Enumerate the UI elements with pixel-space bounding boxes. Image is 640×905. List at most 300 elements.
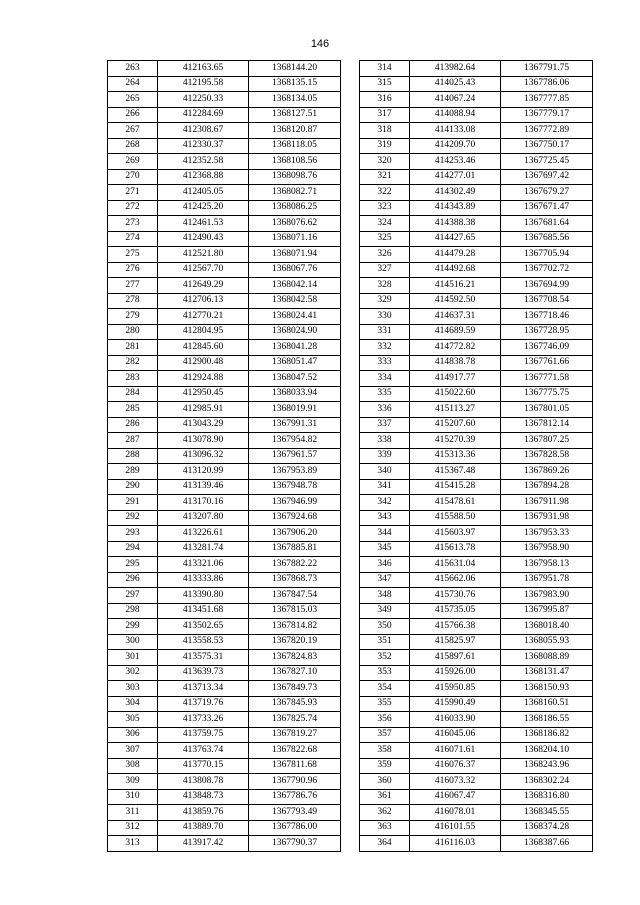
y-coordinate-cell: 1368150.93	[501, 681, 593, 697]
point-number-cell: 326	[360, 247, 410, 263]
y-coordinate-cell: 1368186.82	[501, 727, 593, 743]
x-coordinate-cell: 414025.43	[410, 76, 501, 92]
x-coordinate-cell: 413759.75	[158, 727, 249, 743]
x-coordinate-cell: 416073.32	[410, 774, 501, 790]
x-coordinate-cell: 413848.73	[158, 789, 249, 805]
table-row	[360, 231, 593, 247]
table-row	[360, 293, 593, 309]
x-coordinate-cell: 413889.70	[158, 820, 249, 836]
x-coordinate-cell: 413096.32	[158, 448, 249, 464]
x-coordinate-cell: 413558.53	[158, 634, 249, 650]
y-coordinate-cell: 1368243.96	[501, 758, 593, 774]
x-coordinate-cell: 413207.80	[158, 510, 249, 526]
x-coordinate-cell: 414838.78	[410, 355, 501, 371]
point-number-cell: 319	[360, 138, 410, 154]
x-coordinate-cell: 412490.43	[158, 231, 249, 247]
y-coordinate-cell: 1367708.54	[501, 293, 593, 309]
x-coordinate-cell: 414277.01	[410, 169, 501, 185]
y-coordinate-cell: 1368071.94	[249, 247, 341, 263]
x-coordinate-cell: 412368.88	[158, 169, 249, 185]
x-coordinate-cell: 412567.70	[158, 262, 249, 278]
x-coordinate-cell: 412405.05	[158, 185, 249, 201]
x-coordinate-cell: 413763.74	[158, 743, 249, 759]
point-number-cell: 356	[360, 712, 410, 728]
y-coordinate-cell: 1367771.58	[501, 371, 593, 387]
point-number-cell: 347	[360, 572, 410, 588]
table-row	[108, 61, 341, 77]
y-coordinate-cell: 1368071.16	[249, 231, 341, 247]
x-coordinate-cell: 413733.26	[158, 712, 249, 728]
point-number-cell: 352	[360, 650, 410, 666]
table-row	[108, 123, 341, 139]
y-coordinate-cell: 1367750.17	[501, 138, 593, 154]
table-row	[108, 154, 341, 170]
x-coordinate-cell: 412770.21	[158, 309, 249, 325]
point-number-cell: 285	[108, 402, 158, 418]
y-coordinate-cell: 1367954.82	[249, 433, 341, 449]
table-row	[360, 712, 593, 728]
x-coordinate-cell: 415766.38	[410, 619, 501, 635]
x-coordinate-cell: 414772.82	[410, 340, 501, 356]
y-coordinate-cell: 1367779.17	[501, 107, 593, 123]
point-number-cell: 327	[360, 262, 410, 278]
x-coordinate-cell: 412706.13	[158, 293, 249, 309]
x-coordinate-cell: 414592.50	[410, 293, 501, 309]
x-coordinate-cell: 413859.76	[158, 805, 249, 821]
table-row	[108, 169, 341, 185]
point-number-cell: 332	[360, 340, 410, 356]
x-coordinate-cell: 412461.53	[158, 216, 249, 232]
table-row	[108, 107, 341, 123]
table-row	[108, 216, 341, 232]
table-row	[360, 820, 593, 836]
table-row	[108, 371, 341, 387]
table-row	[360, 665, 593, 681]
y-coordinate-cell: 1368131.47	[501, 665, 593, 681]
point-number-cell: 334	[360, 371, 410, 387]
y-coordinate-cell: 1368186.55	[501, 712, 593, 728]
table-row	[108, 495, 341, 511]
x-coordinate-cell: 416045.06	[410, 727, 501, 743]
table-row	[360, 76, 593, 92]
x-coordinate-cell: 415022.60	[410, 386, 501, 402]
point-number-cell: 342	[360, 495, 410, 511]
x-coordinate-cell: 415478.61	[410, 495, 501, 511]
table-row	[108, 588, 341, 604]
point-number-cell: 298	[108, 603, 158, 619]
table-row	[360, 185, 593, 201]
y-coordinate-cell: 1368088.89	[501, 650, 593, 666]
y-coordinate-cell: 1367761.66	[501, 355, 593, 371]
table-row	[360, 402, 593, 418]
table-row	[108, 402, 341, 418]
x-coordinate-cell: 415990.49	[410, 696, 501, 712]
table-row	[360, 371, 593, 387]
x-coordinate-cell: 414253.46	[410, 154, 501, 170]
x-coordinate-cell: 412924.88	[158, 371, 249, 387]
point-number-cell: 281	[108, 340, 158, 356]
point-number-cell: 308	[108, 758, 158, 774]
table-row	[360, 324, 593, 340]
x-coordinate-cell: 416076.37	[410, 758, 501, 774]
y-coordinate-cell: 1368047.52	[249, 371, 341, 387]
x-coordinate-cell: 412900.48	[158, 355, 249, 371]
x-coordinate-cell: 413333.86	[158, 572, 249, 588]
x-coordinate-cell: 416078.01	[410, 805, 501, 821]
point-number-cell: 328	[360, 278, 410, 294]
table-row	[360, 572, 593, 588]
y-coordinate-cell: 1368118.05	[249, 138, 341, 154]
y-coordinate-cell: 1367845.93	[249, 696, 341, 712]
y-coordinate-cell: 1367786.00	[249, 820, 341, 836]
y-coordinate-cell: 1368345.55	[501, 805, 593, 821]
table-row	[108, 727, 341, 743]
point-number-cell: 331	[360, 324, 410, 340]
x-coordinate-cell: 415950.85	[410, 681, 501, 697]
table-row	[360, 774, 593, 790]
table-row	[360, 495, 593, 511]
x-coordinate-cell: 415662.06	[410, 572, 501, 588]
x-coordinate-cell: 413982.64	[410, 61, 501, 77]
point-number-cell: 362	[360, 805, 410, 821]
x-coordinate-cell: 412804.95	[158, 324, 249, 340]
point-number-cell: 349	[360, 603, 410, 619]
y-coordinate-cell: 1367786.76	[249, 789, 341, 805]
x-coordinate-cell: 415926.00	[410, 665, 501, 681]
table-row	[360, 448, 593, 464]
point-number-cell: 304	[108, 696, 158, 712]
y-coordinate-cell: 1367801.05	[501, 402, 593, 418]
table-row	[108, 572, 341, 588]
x-coordinate-cell: 412950.45	[158, 386, 249, 402]
point-number-cell: 351	[360, 634, 410, 650]
y-coordinate-cell: 1367793.49	[249, 805, 341, 821]
point-number-cell: 272	[108, 200, 158, 216]
y-coordinate-cell: 1368135.15	[249, 76, 341, 92]
y-coordinate-cell: 1367725.45	[501, 154, 593, 170]
table-row	[360, 386, 593, 402]
x-coordinate-cell: 412521.80	[158, 247, 249, 263]
point-number-cell: 330	[360, 309, 410, 325]
y-coordinate-cell: 1367819.27	[249, 727, 341, 743]
table-row	[108, 510, 341, 526]
table-row	[108, 650, 341, 666]
point-number-cell: 294	[108, 541, 158, 557]
y-coordinate-cell: 1367958.13	[501, 557, 593, 573]
point-number-cell: 316	[360, 92, 410, 108]
y-coordinate-cell: 1367671.47	[501, 200, 593, 216]
table-row	[108, 758, 341, 774]
y-coordinate-cell: 1367685.56	[501, 231, 593, 247]
y-coordinate-cell: 1367697.42	[501, 169, 593, 185]
x-coordinate-cell: 415603.97	[410, 526, 501, 542]
table-row	[360, 588, 593, 604]
y-coordinate-cell: 1367924.68	[249, 510, 341, 526]
y-coordinate-cell: 1367681.64	[501, 216, 593, 232]
point-number-cell: 353	[360, 665, 410, 681]
table-row	[360, 417, 593, 433]
table-row	[108, 603, 341, 619]
table-row	[360, 154, 593, 170]
table-row	[360, 169, 593, 185]
table-row	[108, 479, 341, 495]
point-number-cell: 313	[108, 836, 158, 852]
y-coordinate-cell: 1368302.24	[501, 774, 593, 790]
y-coordinate-cell: 1367825.74	[249, 712, 341, 728]
x-coordinate-cell: 415730.76	[410, 588, 501, 604]
point-number-cell: 359	[360, 758, 410, 774]
table-row	[108, 293, 341, 309]
y-coordinate-cell: 1367820.19	[249, 634, 341, 650]
y-coordinate-cell: 1367931.98	[501, 510, 593, 526]
y-coordinate-cell: 1367790.96	[249, 774, 341, 790]
table-row	[360, 278, 593, 294]
point-number-cell: 335	[360, 386, 410, 402]
x-coordinate-cell: 413170.16	[158, 495, 249, 511]
table-row	[360, 603, 593, 619]
table-row	[360, 634, 593, 650]
point-number-cell: 348	[360, 588, 410, 604]
point-number-cell: 315	[360, 76, 410, 92]
table-row	[108, 789, 341, 805]
x-coordinate-cell: 412250.33	[158, 92, 249, 108]
y-coordinate-cell: 1367824.83	[249, 650, 341, 666]
table-row	[108, 712, 341, 728]
point-number-cell: 302	[108, 665, 158, 681]
y-coordinate-cell: 1367718.46	[501, 309, 593, 325]
point-number-cell: 263	[108, 61, 158, 77]
y-coordinate-cell: 1367948.78	[249, 479, 341, 495]
table-row	[108, 200, 341, 216]
x-coordinate-cell: 416101.55	[410, 820, 501, 836]
x-coordinate-cell: 414917.77	[410, 371, 501, 387]
table-row	[360, 340, 593, 356]
x-coordinate-cell: 412308.67	[158, 123, 249, 139]
table-row	[108, 665, 341, 681]
point-number-cell: 276	[108, 262, 158, 278]
x-coordinate-cell: 412425.20	[158, 200, 249, 216]
x-coordinate-cell: 413226.61	[158, 526, 249, 542]
y-coordinate-cell: 1368098.76	[249, 169, 341, 185]
point-number-cell: 300	[108, 634, 158, 650]
point-number-cell: 311	[108, 805, 158, 821]
point-number-cell: 358	[360, 743, 410, 759]
table-row	[360, 650, 593, 666]
y-coordinate-cell: 1368316.80	[501, 789, 593, 805]
y-coordinate-cell: 1368160.51	[501, 696, 593, 712]
y-coordinate-cell: 1367775.75	[501, 386, 593, 402]
table-row	[108, 448, 341, 464]
coordinates-table-left	[107, 60, 341, 852]
table-row	[108, 836, 341, 852]
y-coordinate-cell: 1368374.28	[501, 820, 593, 836]
point-number-cell: 312	[108, 820, 158, 836]
point-number-cell: 277	[108, 278, 158, 294]
y-coordinate-cell: 1367746.09	[501, 340, 593, 356]
table-row	[108, 634, 341, 650]
point-number-cell: 310	[108, 789, 158, 805]
table-row	[360, 262, 593, 278]
point-number-cell: 357	[360, 727, 410, 743]
point-number-cell: 346	[360, 557, 410, 573]
y-coordinate-cell: 1367991.31	[249, 417, 341, 433]
x-coordinate-cell: 414343.89	[410, 200, 501, 216]
x-coordinate-cell: 413120.99	[158, 464, 249, 480]
table-row	[360, 138, 593, 154]
point-number-cell: 317	[360, 107, 410, 123]
x-coordinate-cell: 414209.70	[410, 138, 501, 154]
table-row	[108, 464, 341, 480]
y-coordinate-cell: 1368051.47	[249, 355, 341, 371]
table-row	[108, 355, 341, 371]
x-coordinate-cell: 413281.74	[158, 541, 249, 557]
table-row	[360, 61, 593, 77]
x-coordinate-cell: 413770.15	[158, 758, 249, 774]
table-row	[360, 696, 593, 712]
x-coordinate-cell: 416033.90	[410, 712, 501, 728]
y-coordinate-cell: 1367815.03	[249, 603, 341, 619]
point-number-cell: 279	[108, 309, 158, 325]
x-coordinate-cell: 412845.60	[158, 340, 249, 356]
y-coordinate-cell: 1367946.99	[249, 495, 341, 511]
point-number-cell: 309	[108, 774, 158, 790]
table-row	[108, 185, 341, 201]
table-row	[108, 696, 341, 712]
y-coordinate-cell: 1367906.20	[249, 526, 341, 542]
y-coordinate-cell: 1368055.93	[501, 634, 593, 650]
y-coordinate-cell: 1367811.68	[249, 758, 341, 774]
point-number-cell: 295	[108, 557, 158, 573]
point-number-cell: 275	[108, 247, 158, 263]
x-coordinate-cell: 413078.90	[158, 433, 249, 449]
x-coordinate-cell: 414479.28	[410, 247, 501, 263]
x-coordinate-cell: 413321.06	[158, 557, 249, 573]
point-number-cell: 284	[108, 386, 158, 402]
table-row	[360, 805, 593, 821]
point-number-cell: 269	[108, 154, 158, 170]
y-coordinate-cell: 1367983.90	[501, 588, 593, 604]
y-coordinate-cell: 1367885.81	[249, 541, 341, 557]
y-coordinate-cell: 1367777.85	[501, 92, 593, 108]
point-number-cell: 337	[360, 417, 410, 433]
x-coordinate-cell: 412195.58	[158, 76, 249, 92]
x-coordinate-cell: 414388.38	[410, 216, 501, 232]
point-number-cell: 354	[360, 681, 410, 697]
x-coordinate-cell: 414088.94	[410, 107, 501, 123]
y-coordinate-cell: 1367705.94	[501, 247, 593, 263]
table-row	[108, 526, 341, 542]
y-coordinate-cell: 1368042.14	[249, 278, 341, 294]
point-number-cell: 360	[360, 774, 410, 790]
y-coordinate-cell: 1368024.90	[249, 324, 341, 340]
x-coordinate-cell: 413390.80	[158, 588, 249, 604]
point-number-cell: 341	[360, 479, 410, 495]
x-coordinate-cell: 415825.97	[410, 634, 501, 650]
point-number-cell: 305	[108, 712, 158, 728]
table-row	[360, 681, 593, 697]
table-row	[108, 138, 341, 154]
x-coordinate-cell: 413917.42	[158, 836, 249, 852]
y-coordinate-cell: 1367728.95	[501, 324, 593, 340]
x-coordinate-cell: 415367.48	[410, 464, 501, 480]
point-number-cell: 339	[360, 448, 410, 464]
table-row	[108, 557, 341, 573]
point-number-cell: 338	[360, 433, 410, 449]
x-coordinate-cell: 413713.34	[158, 681, 249, 697]
x-coordinate-cell: 412985.91	[158, 402, 249, 418]
point-number-cell: 340	[360, 464, 410, 480]
y-coordinate-cell: 1367772.89	[501, 123, 593, 139]
table-row	[360, 123, 593, 139]
table-row	[108, 340, 341, 356]
x-coordinate-cell: 416116.03	[410, 836, 501, 852]
point-number-cell: 288	[108, 448, 158, 464]
coordinates-table-left-body	[108, 61, 341, 852]
x-coordinate-cell: 414689.59	[410, 324, 501, 340]
point-number-cell: 323	[360, 200, 410, 216]
point-number-cell: 292	[108, 510, 158, 526]
point-number-cell: 271	[108, 185, 158, 201]
table-row	[360, 200, 593, 216]
y-coordinate-cell: 1367694.99	[501, 278, 593, 294]
point-number-cell: 364	[360, 836, 410, 852]
y-coordinate-cell: 1368024.41	[249, 309, 341, 325]
table-row	[360, 743, 593, 759]
point-number-cell: 297	[108, 588, 158, 604]
x-coordinate-cell: 414133.08	[410, 123, 501, 139]
y-coordinate-cell: 1368127.51	[249, 107, 341, 123]
x-coordinate-cell: 414067.24	[410, 92, 501, 108]
x-coordinate-cell: 412352.58	[158, 154, 249, 170]
y-coordinate-cell: 1367807.25	[501, 433, 593, 449]
x-coordinate-cell: 414492.68	[410, 262, 501, 278]
table-row	[108, 262, 341, 278]
table-row	[360, 107, 593, 123]
table-row	[108, 681, 341, 697]
table-row	[360, 479, 593, 495]
x-coordinate-cell: 415588.50	[410, 510, 501, 526]
x-coordinate-cell: 412330.37	[158, 138, 249, 154]
table-row	[360, 510, 593, 526]
x-coordinate-cell: 413139.46	[158, 479, 249, 495]
table-row	[108, 541, 341, 557]
point-number-cell: 333	[360, 355, 410, 371]
x-coordinate-cell: 413808.78	[158, 774, 249, 790]
coordinates-table-right-body	[360, 61, 593, 852]
table-row	[360, 433, 593, 449]
y-coordinate-cell: 1368042.58	[249, 293, 341, 309]
x-coordinate-cell: 414516.21	[410, 278, 501, 294]
y-coordinate-cell: 1367679.27	[501, 185, 593, 201]
y-coordinate-cell: 1367786.06	[501, 76, 593, 92]
x-coordinate-cell: 415313.36	[410, 448, 501, 464]
x-coordinate-cell: 413502.65	[158, 619, 249, 635]
point-number-cell: 293	[108, 526, 158, 542]
coordinates-table-right	[359, 60, 593, 852]
point-number-cell: 361	[360, 789, 410, 805]
x-coordinate-cell: 416071.61	[410, 743, 501, 759]
y-coordinate-cell: 1368033.94	[249, 386, 341, 402]
point-number-cell: 289	[108, 464, 158, 480]
point-number-cell: 296	[108, 572, 158, 588]
table-row	[108, 231, 341, 247]
point-number-cell: 268	[108, 138, 158, 154]
point-number-cell: 301	[108, 650, 158, 666]
y-coordinate-cell: 1368067.76	[249, 262, 341, 278]
y-coordinate-cell: 1368082.71	[249, 185, 341, 201]
table-row	[108, 92, 341, 108]
point-number-cell: 265	[108, 92, 158, 108]
